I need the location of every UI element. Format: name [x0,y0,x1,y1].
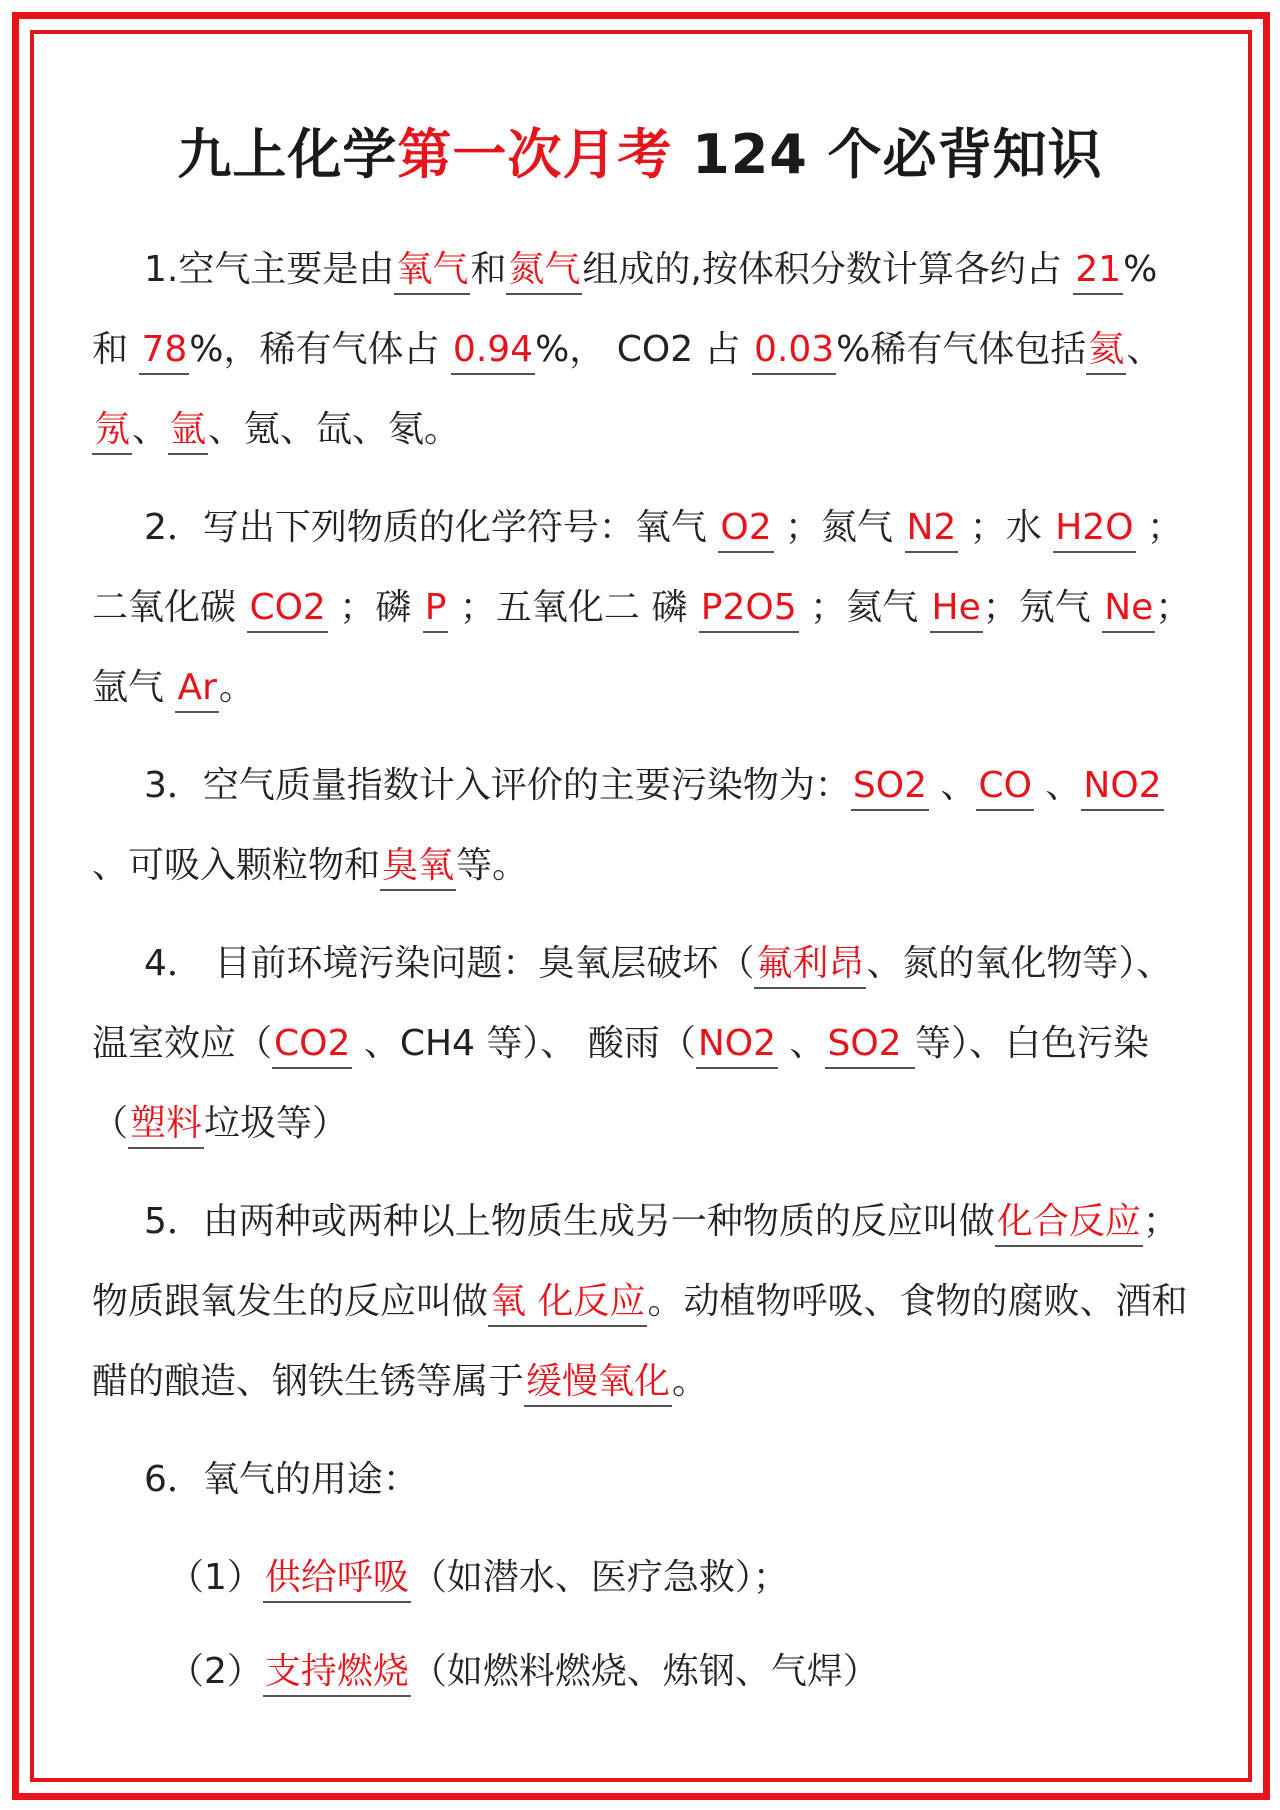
item-text: ；水 [958,507,1054,548]
title-part-3: 124 个必背知识 [672,123,1103,186]
answer-blank: 供给呼吸 [263,1557,411,1603]
item-text: 、氮的氧化物等）、温室效应（ [92,943,1173,1064]
item-text: %，稀有气体占 [189,329,451,370]
knowledge-item-6 [92,1440,1192,1520]
item-text: ；物质跟氧发生的反应叫做 [92,1201,1179,1322]
answer-blank: 塑料 [128,1103,204,1149]
item-text: %稀有气体包括 [836,329,1087,370]
answer-blank: He [930,587,983,633]
title-part-2: 第一次月考 [397,123,673,186]
item-text: ；氦气 [798,587,930,628]
knowledge-item-3 [92,746,1192,906]
item-text: 、CH4 等）、 酸雨（ [352,1023,696,1064]
answer-blank: CO [976,765,1033,811]
item-text: 垃圾等） [204,1103,349,1144]
item-text: 6．氧气的用途： [144,1459,419,1500]
item-text: （如燃料燃烧、炼钢、气焊） [410,1651,879,1692]
item-text: ；氖气 [982,587,1103,628]
item-text: %和 [92,249,1158,370]
item-text: 、可吸入颗粒物和 [92,845,381,886]
item-text: 、氪、氙、氡。 [208,409,461,450]
answer-blank: NO2 [696,1023,778,1069]
item-text: 、 [929,765,977,806]
answer-blank: Ar [175,667,218,713]
item-text: 、 [132,409,169,450]
item-text: 5．由两种或两种以上物质生成另一种物质的反应叫做 [144,1201,995,1242]
knowledge-item-4 [92,924,1192,1164]
item-text: 、 [1033,765,1082,806]
answer-blank: 21 [1073,249,1123,295]
answer-blank: O2 [718,507,773,553]
answer-blank: 氧 化反应 [488,1281,647,1327]
item-text: ；五氧化二 磷 [448,587,699,628]
item-text: 。 [218,667,255,708]
answer-blank: 0.03 [752,329,836,375]
answer-blank: 氟利昂 [754,943,866,989]
answer-blank: CO2 [247,587,327,633]
answer-blank: 缓慢氧化 [524,1361,672,1407]
title-part-1: 九上化学 [177,123,398,186]
answer-blank: 氮气 [506,249,582,295]
answer-blank: SO2 [851,765,929,811]
item-text: %， CO2 占 [535,329,752,370]
answer-blank: SO2 [825,1023,915,1069]
answer-blank: Ne [1102,587,1155,633]
item-text: 、 [778,1023,826,1064]
knowledge-item-1 [92,230,1192,470]
answer-blank: P2O5 [699,587,799,633]
item-text: （如潜水、医疗急救）； [410,1557,789,1598]
knowledge-item-2 [92,488,1192,728]
answer-blank: 0.94 [451,329,535,375]
item-text: 。动植物呼吸、食物的腐败、酒和醋的酿造、钢铁生锈等属于 [92,1281,1188,1402]
answer-blank: NO2 [1081,765,1163,811]
knowledge-item-6-1 [92,1538,1192,1618]
item-text: 等）、白色污染（ [92,1023,1150,1144]
item-text: 组成的,按体积分数计算各约占 [582,249,1074,290]
item-text: ；磷 [327,587,423,628]
answer-blank: N2 [905,507,959,553]
answer-blank: 氧气 [394,249,470,295]
item-text: ；二氧化碳 [92,507,1183,628]
knowledge-item-5 [92,1182,1192,1422]
answer-blank: 氩 [168,409,208,455]
item-text: （2） [168,1651,263,1692]
answer-blank: 支持燃烧 [263,1651,411,1697]
answer-blank: H2O [1053,507,1135,553]
answer-blank: 化合反应 [995,1201,1143,1247]
item-text: 4． 目前环境污染问题：臭氧层破坏（ [144,943,755,984]
item-text: 3．空气质量指数计入评价的主要污染物为： [144,765,851,806]
item-text: ；氩气 [92,587,1192,708]
knowledge-list [92,230,1192,1726]
item-text: ；氮气 [773,507,905,548]
item-text: 2．写出下列物质的化学符号：氧气 [144,507,719,548]
item-text: 1.空气主要是由 [144,249,395,290]
answer-blank: 氦 [1086,329,1126,375]
item-text: 和 [470,249,507,290]
item-text: （1） [168,1557,263,1598]
knowledge-item-6-2 [92,1632,1192,1712]
answer-blank: P [423,587,449,633]
answer-blank: CO2 [272,1023,352,1069]
item-text: 等。 [456,845,529,886]
item-text: 、 [1126,329,1163,370]
answer-blank: 氖 [92,409,132,455]
item-text: 。 [672,1361,709,1402]
answer-blank: 臭氧 [380,845,456,891]
answer-blank: 78 [139,329,189,375]
page-title [0,112,1280,189]
